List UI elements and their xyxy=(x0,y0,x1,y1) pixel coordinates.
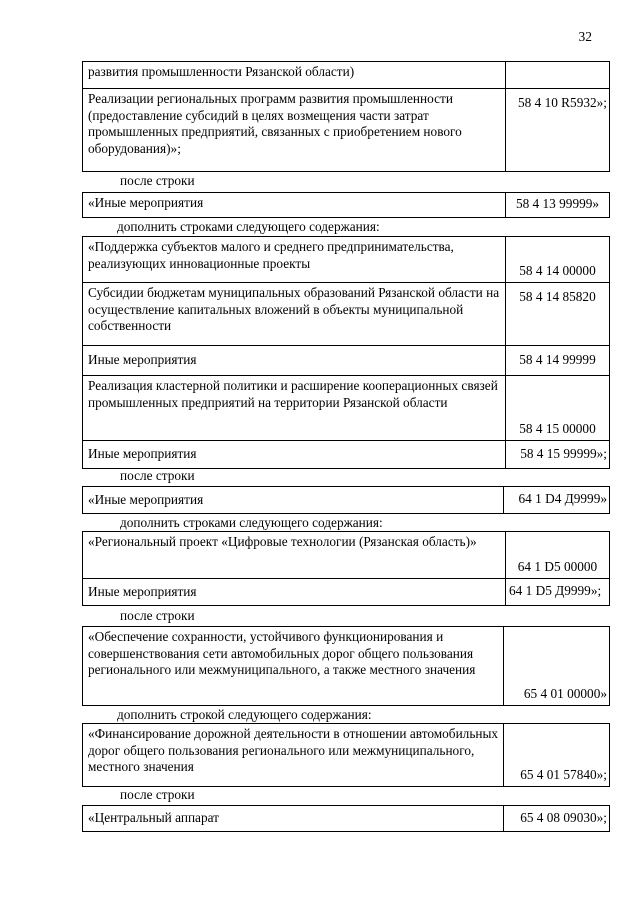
table-row xyxy=(83,193,610,218)
row-name: «Финансирование дорожной деятельности в отношении автомобильных дорог общего пользования регионального или межмуниципального, местного значения xyxy=(83,724,504,787)
row-name: Иные мероприятия xyxy=(83,441,506,469)
row-name: «Региональный проект «Цифровые технологии (Рязанская область)» xyxy=(83,532,506,579)
table-row xyxy=(83,237,610,283)
row-code: 65 4 01 57840»; xyxy=(504,724,610,787)
table-row xyxy=(83,724,610,787)
table-row xyxy=(83,441,610,469)
instruction-after-row: после строки xyxy=(120,787,195,802)
reference-row-table xyxy=(82,626,610,706)
table-row xyxy=(83,89,610,172)
row-name: Реализация кластерной политики и расширение кооперационных связей промышленных предприятий на территории Рязанской области xyxy=(83,376,506,441)
row-code: 58 4 15 99999»; xyxy=(506,441,610,469)
table-row xyxy=(83,346,610,376)
row-name: «Иные мероприятия xyxy=(83,487,504,514)
added-row-table xyxy=(82,723,610,787)
row-code: 58 4 14 99999 xyxy=(506,346,610,376)
row-code: 58 4 15 00000 xyxy=(506,376,610,441)
row-code: 58 4 13 99999» xyxy=(506,193,610,218)
table-row xyxy=(83,579,610,606)
row-code: 64 1 D5 Д9999»; xyxy=(506,579,610,606)
table-row xyxy=(83,62,610,89)
row-code: 58 4 14 00000 xyxy=(506,237,610,283)
table-row xyxy=(83,487,610,514)
row-name: Иные мероприятия xyxy=(83,346,506,376)
instruction-add-row: дополнить строкой следующего содержания: xyxy=(117,707,372,722)
row-code: 64 1 D5 00000 xyxy=(506,532,610,579)
row-name: «Поддержка субъектов малого и среднего предпринимательства, реализующих инновационные проекты xyxy=(83,237,506,283)
reference-row-table xyxy=(82,192,610,218)
instruction-after-row: после строки xyxy=(120,468,195,483)
row-code: 64 1 D4 Д9999» xyxy=(504,487,610,514)
table-row xyxy=(83,532,610,579)
row-code: 58 4 10 R5932»; xyxy=(506,89,610,172)
instruction-after-row: после строки xyxy=(120,173,195,188)
instruction-add-rows: дополнить строками следующего содержания: xyxy=(117,219,380,234)
row-name: «Обеспечение сохранности, устойчивого функционирования и совершенствования сети автомобильных дорог общего пользования регионального или межмуниципального, а также местного значения xyxy=(83,627,504,706)
row-name: «Иные мероприятия xyxy=(83,193,506,218)
added-rows-table xyxy=(82,236,610,469)
instruction-after-row: после строки xyxy=(120,608,195,623)
budget-table-continuation xyxy=(82,61,610,172)
row-name: Иные мероприятия xyxy=(83,579,506,606)
row-code: 65 4 08 09030»; xyxy=(504,806,610,832)
row-name: Субсидии бюджетам муниципальных образований Рязанской области на осуществление капитальных вложений в объекты муниципальной собственности xyxy=(83,283,506,346)
reference-row-table xyxy=(82,805,610,832)
table-row xyxy=(83,283,610,346)
added-rows-table xyxy=(82,531,610,606)
table-row xyxy=(83,627,610,706)
row-code: 65 4 01 00000» xyxy=(504,627,610,706)
table-row xyxy=(83,806,610,832)
page-number: 32 xyxy=(578,29,592,44)
row-code xyxy=(506,62,610,89)
row-code: 58 4 14 85820 xyxy=(506,283,610,346)
row-name: развития промышленности Рязанской области) xyxy=(83,62,506,89)
row-name: «Центральный аппарат xyxy=(83,806,504,832)
reference-row-table xyxy=(82,486,610,514)
table-row xyxy=(83,376,610,441)
instruction-add-rows: дополнить строками следующего содержания: xyxy=(120,515,383,530)
row-name: Реализации региональных программ развития промышленности (предоставление субсидий в целях возмещения части затрат промышленных предприятий, связанных с приобретением нового оборудования)»; xyxy=(83,89,506,172)
